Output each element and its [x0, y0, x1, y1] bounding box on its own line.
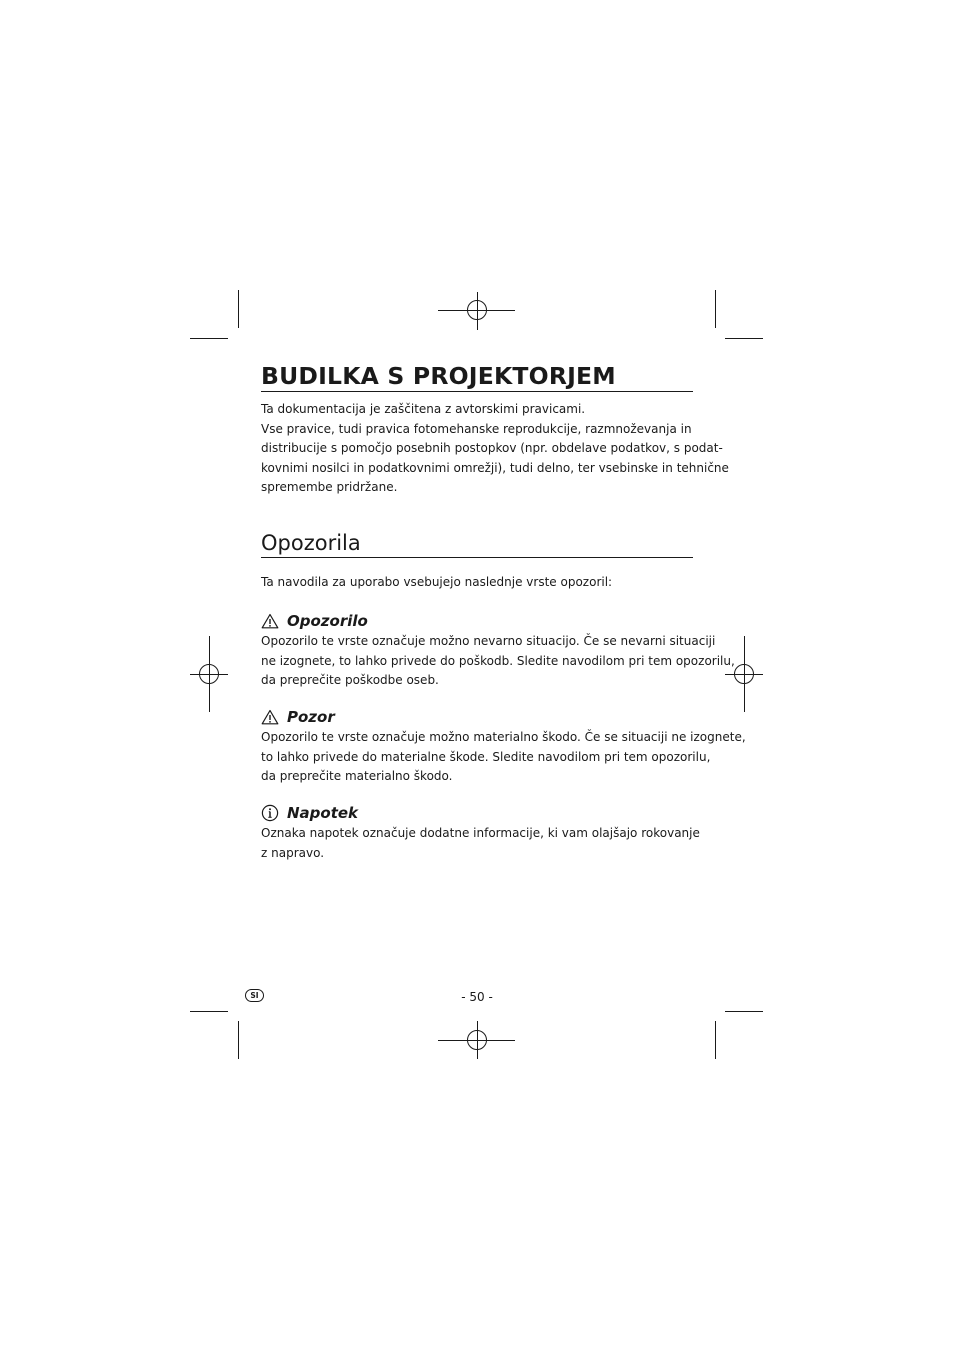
- registration-mark: [734, 664, 754, 684]
- caution-title: Pozor: [287, 708, 335, 726]
- warning-line: ne izognete, to lahko privede do poškodb. Sledite navodilom pri tem opozorilu,: [261, 653, 735, 668]
- section-heading-warnings: Opozorila: [261, 529, 693, 558]
- crop-mark: [238, 1021, 239, 1059]
- note-text: [261, 824, 701, 863]
- caution-text: [261, 728, 746, 787]
- copyright-line: kovnimi nosilci in podatkovnimi omrežji), tudi delno, ter vsebinske in tehnične: [261, 460, 729, 475]
- copyright-notice: [261, 400, 729, 498]
- warnings-intro: Ta navodila za uporabo vsebujejo naslednje vrste opozoril:: [261, 575, 613, 589]
- language-badge: SI: [245, 989, 264, 1002]
- warning-triangle-icon: [261, 613, 279, 629]
- registration-mark: [467, 1030, 487, 1050]
- warning-triangle-icon: [261, 709, 279, 725]
- copyright-line: spremembe pridržane.: [261, 480, 398, 494]
- caution-line: da preprečite materialno škodo.: [261, 769, 453, 783]
- warning-heading: [261, 610, 368, 632]
- caution-line: to lahko privede do materialne škode. Sledite navodilom pri tem opozorilu,: [261, 749, 711, 764]
- crop-mark: [190, 338, 228, 339]
- caution-heading: [261, 706, 335, 728]
- warning-title: Opozorilo: [287, 612, 368, 630]
- page-title: BUDILKA S PROJEKTORJEM: [261, 361, 693, 392]
- warning-line: Opozorilo te vrste označuje možno nevarno situacijo. Če se nevarni situaciji: [261, 634, 716, 648]
- note-title: Napotek: [287, 804, 359, 822]
- crop-mark: [725, 338, 763, 339]
- crop-mark: [715, 1021, 716, 1059]
- caution-line: Opozorilo te vrste označuje možno materialno škodo. Če se situaciji ne izognete,: [261, 730, 746, 744]
- warning-text: [261, 632, 735, 691]
- copyright-line: Vse pravice, tudi pravica fotomehanske reprodukcije, razmnoževanja in: [261, 421, 692, 436]
- crop-mark: [715, 290, 716, 328]
- registration-mark: [199, 664, 219, 684]
- page-number: - 50 -: [461, 990, 493, 1004]
- warning-line: da preprečite poškodbe oseb.: [261, 673, 439, 687]
- crop-mark: [238, 290, 239, 328]
- registration-mark: [467, 300, 487, 320]
- crop-mark: [190, 1011, 228, 1012]
- note-line: z napravo.: [261, 845, 325, 860]
- copyright-line: distribucije s pomočjo posebnih postopkov (npr. obdelave podatkov, s podat-: [261, 441, 723, 455]
- crop-mark: [725, 1011, 763, 1012]
- copyright-line: Ta dokumentacija je zaščitena z avtorskimi pravicami.: [261, 402, 586, 416]
- note-heading: [261, 802, 358, 824]
- note-line: Oznaka napotek označuje dodatne informacije, ki vam olajšajo rokovanje: [261, 826, 700, 840]
- info-circle-icon: [261, 804, 279, 822]
